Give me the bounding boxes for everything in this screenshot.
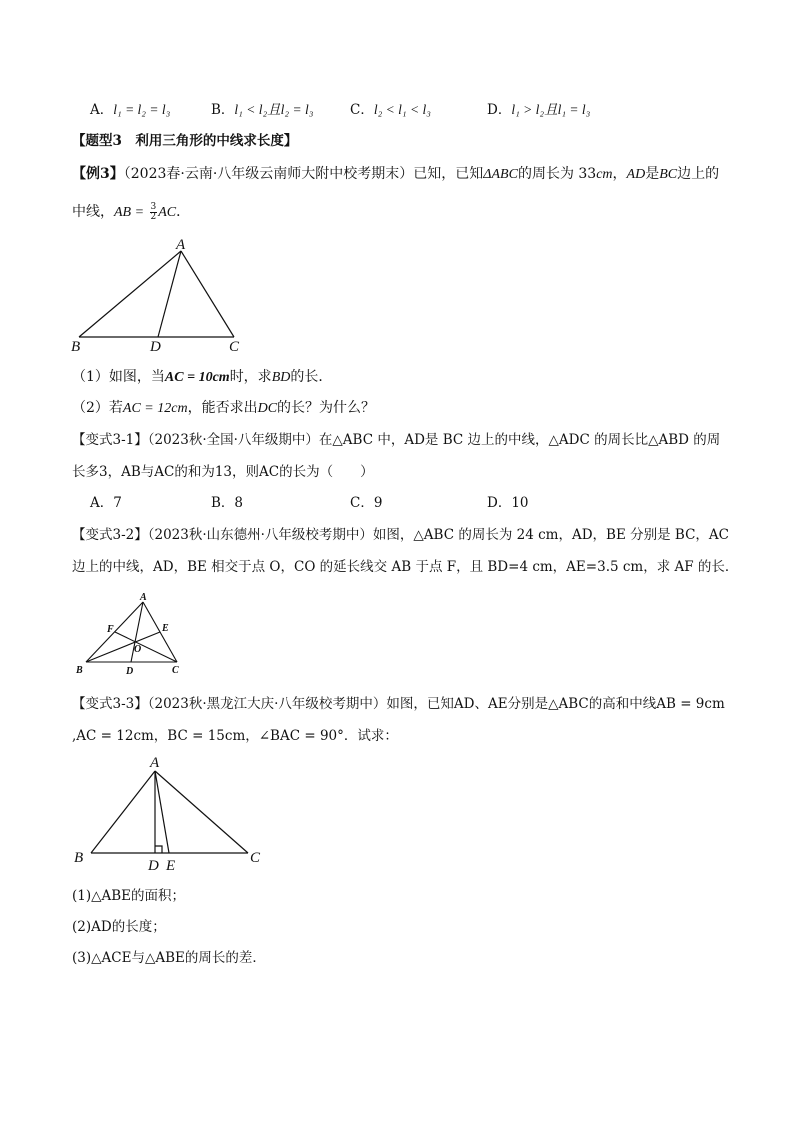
variant-3-3-figure [68,752,268,872]
label-e: E [166,858,176,874]
side-ac [155,771,248,853]
label-b: B [76,665,83,676]
section-title: 【题型3 利用三角形的中线求长度】 [72,133,298,149]
fraction-three-halves: $\frac{3}{2}$ [150,201,157,222]
label-f: F [107,624,114,635]
variant-3-3-line-2: ,AC = 12cm，BC = 15cm，∠BAC = 90°．试求： [72,728,398,744]
label-d: D [150,339,161,355]
label-c: C [172,665,179,676]
variant-3-2-line-1: 【变式3-2】（2023秋·山东德州·八年级校考期中）如图，△ABC 的周长为 24 cm，AD，BE 分别是 BC，AC [72,527,729,543]
label-o: O [134,644,142,655]
option-d: D．l₁ > l₂且l₁ = l₃ [487,102,591,118]
example-3-question-1: （1）如图，当AC = 10cm时，求BD的长． [72,369,333,385]
option-c: C．9 [350,495,383,511]
option-b: B．8 [211,495,244,511]
variant-3-3-question-1: (1)△ABE的面积； [72,888,186,904]
label-a: A [176,237,186,253]
median-be [86,632,160,662]
variant-3-3-question-2: (2)AD的长度； [72,919,166,935]
label-b: B [71,339,81,355]
option-b: B．l₁ < l₂且l₂ = l₃ [211,102,314,118]
example-3-line-2: 中线，AB = $\frac{3}{2}$ AC． [72,201,191,222]
label-a: A [140,592,147,603]
label-b: B [74,850,84,866]
side-ab [91,771,155,853]
example-3-line-1: 【例3】（2023春·云南·八年级云南师大附中校考期末）已知，已知ΔABC的周长为 33cm，AD是BC边上的 [72,166,720,182]
option-d: D．10 [487,495,529,511]
variant-3-1-line-2: 长多3，AB与AC的和为13，则AC的长为（ ） [72,464,374,480]
median-ae [155,771,169,853]
example-3-question-2: （2）若AC = 12cm，能否求出DC的长？为什么？ [72,400,376,416]
side-ac [181,251,234,337]
label-d: D [148,858,159,874]
variant-3-3-line-1: 【变式3-3】（2023秋·黑龙江大庆·八年级校考期中）如图，已知AD、AE分别是△ABC的高和中线AB = 9cm [72,696,725,712]
label-a: A [150,755,160,771]
label-c: C [229,339,240,355]
side-ab [79,251,181,337]
right-angle-mark [155,846,162,853]
variant-3-1-line-1: 【变式3-1】（2023秋·全国·八年级期中）在△ABC 中，AD是 BC 边上的中线，△ADC 的周长比△ABD 的周 [72,432,721,448]
label-e: E [162,623,169,634]
variant-3-2-line-2: 边上的中线，AD，BE 相交于点 O，CO 的延长线交 AB 于点 F，且 BD=4 cm，AE=3.5 cm，求 AF 的长． [72,559,739,575]
option-a: A．l₁ = l₂ = l₃ [90,102,171,118]
label-c: C [250,850,261,866]
example-3-figure [68,236,258,356]
option-a: A．7 [90,495,122,511]
label-d: D [126,666,134,677]
option-c: C．l₂ < l₁ < l₃ [350,102,431,118]
variant-3-2-figure [74,590,194,678]
median-ad [158,251,181,337]
variant-3-3-question-3: (3)△ACE与△ABE的周长的差． [72,950,266,966]
